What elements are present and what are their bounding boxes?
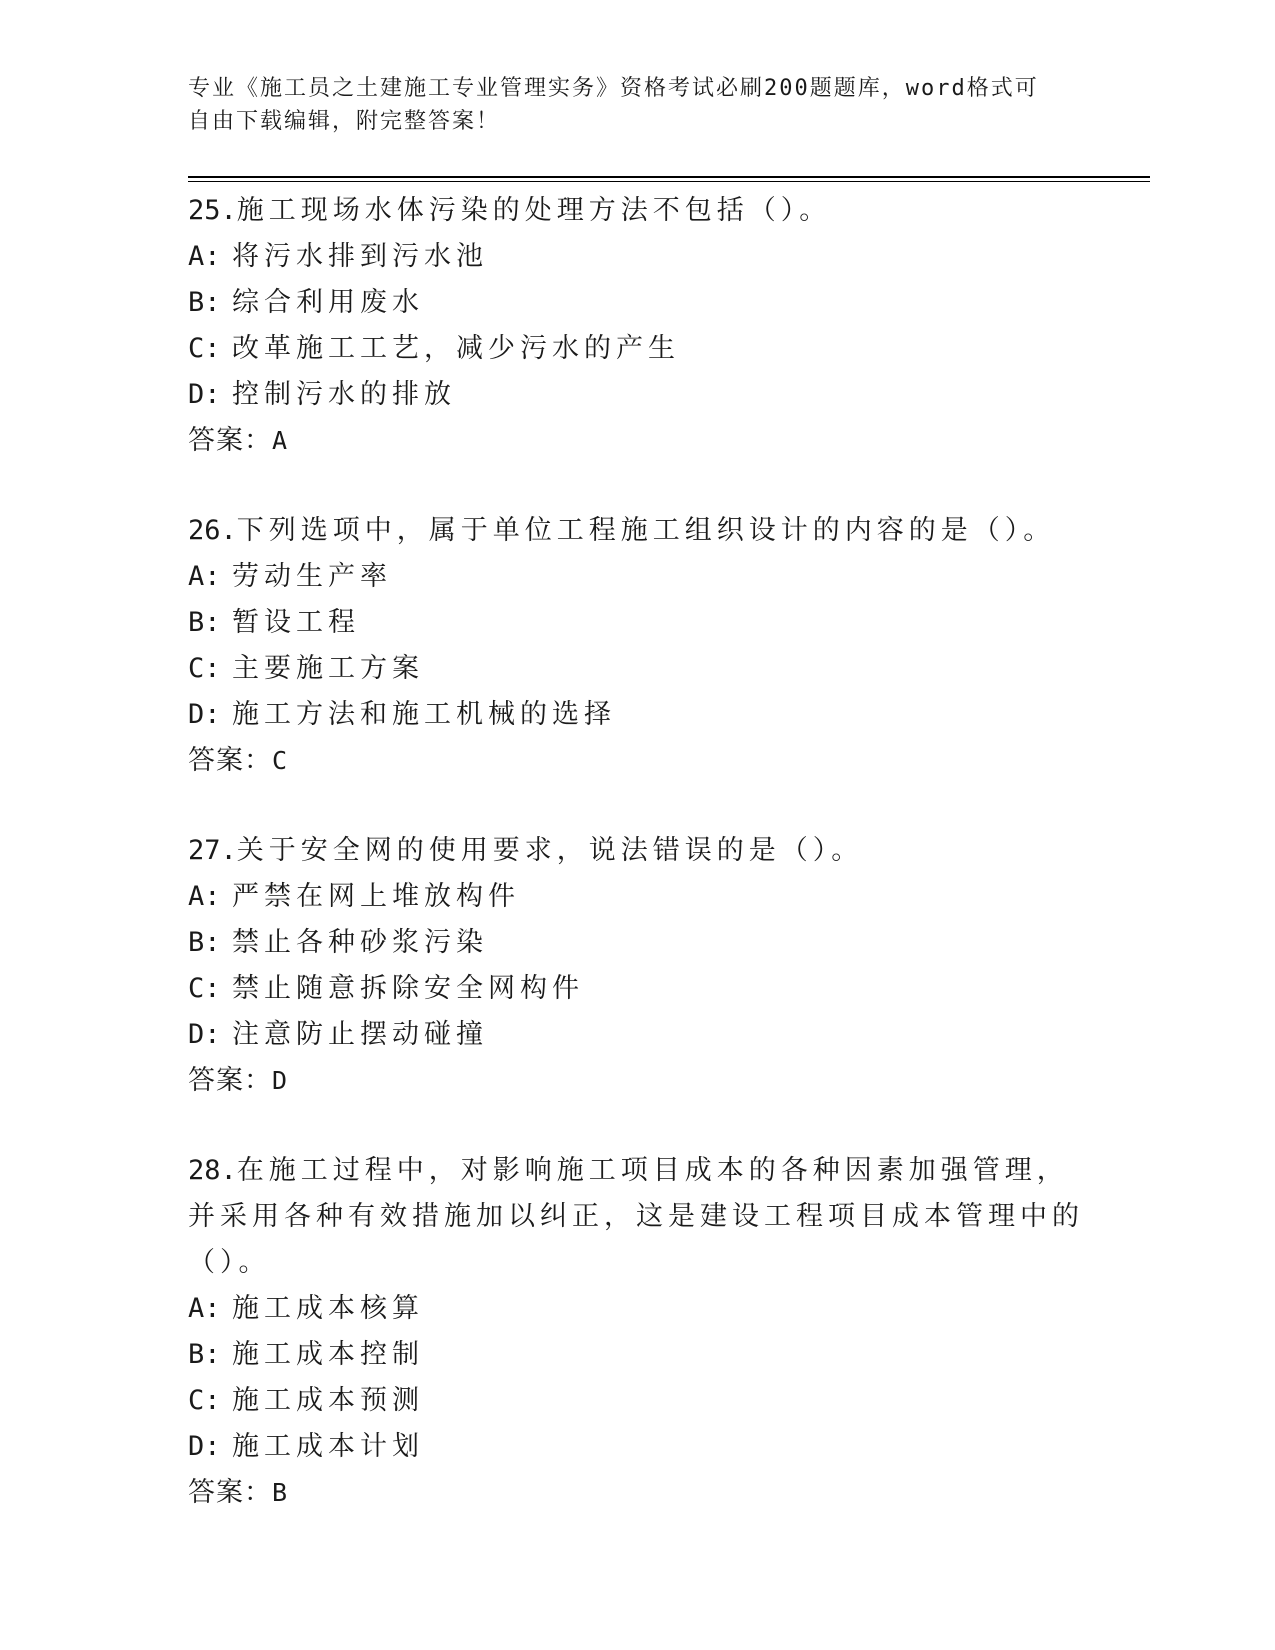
option-d: [188, 1012, 1088, 1058]
answer-value: A: [272, 426, 289, 455]
option-d: [188, 1424, 1088, 1470]
option-a: [188, 234, 1088, 280]
option-letter: A:: [188, 881, 221, 912]
answer-value: D: [272, 1066, 289, 1095]
option-text: 将污水排到污水池: [232, 241, 488, 272]
option-letter: B:: [188, 607, 221, 638]
header-divider-thin: [188, 181, 1150, 182]
option-letter: C:: [188, 333, 221, 364]
question-27: [188, 828, 1088, 1104]
question-number: 26.: [188, 515, 237, 546]
option-a: [188, 554, 1088, 600]
option-letter: C:: [188, 1385, 221, 1416]
option-text: 施工成本核算: [232, 1293, 424, 1324]
answer-label: 答案：: [188, 425, 272, 456]
option-text: 主要施工方案: [232, 653, 424, 684]
option-text: 劳动生产率: [232, 561, 392, 592]
answer-line: [188, 738, 1088, 784]
option-letter: A:: [188, 241, 221, 272]
question-text: 关于安全网的使用要求，说法错误的是（）。: [236, 835, 864, 866]
option-b: [188, 280, 1088, 326]
answer-label: 答案：: [188, 745, 272, 776]
option-text: 施工成本控制: [232, 1339, 424, 1370]
answer-label: 答案：: [188, 1065, 272, 1096]
option-letter: D:: [188, 379, 221, 410]
question-stem: [188, 828, 1088, 874]
option-text: 改革施工工艺，减少污水的产生: [232, 333, 680, 364]
option-text: 禁止各种砂浆污染: [232, 927, 488, 958]
option-text: 注意防止摆动碰撞: [232, 1019, 488, 1050]
answer-value: B: [272, 1478, 289, 1507]
question-28: [188, 1148, 1088, 1516]
option-c: [188, 326, 1088, 372]
option-text: 控制污水的排放: [232, 379, 456, 410]
option-letter: B:: [188, 1339, 221, 1370]
option-text: 暂设工程: [232, 607, 360, 638]
question-list: [188, 188, 1088, 1560]
option-text: 严禁在网上堆放构件: [232, 881, 520, 912]
option-b: [188, 920, 1088, 966]
header-divider-thick: [188, 176, 1150, 178]
header-line-2: 自由下载编辑，附完整答案！: [188, 109, 501, 134]
option-letter: D:: [188, 1019, 221, 1050]
option-letter: B:: [188, 287, 221, 318]
option-letter: C:: [188, 973, 221, 1004]
question-stem: [188, 188, 1088, 234]
option-b: [188, 1332, 1088, 1378]
question-number: 27.: [188, 835, 237, 866]
option-letter: A:: [188, 1293, 221, 1324]
option-letter: D:: [188, 699, 221, 730]
option-letter: A:: [188, 561, 221, 592]
option-text: 综合利用废水: [232, 287, 424, 318]
option-text: 施工成本计划: [232, 1431, 424, 1462]
option-letter: C:: [188, 653, 221, 684]
answer-line: [188, 1470, 1088, 1516]
document-header: [188, 72, 1068, 138]
answer-label: 答案：: [188, 1477, 272, 1508]
option-letter: B:: [188, 927, 221, 958]
option-letter: D:: [188, 1431, 221, 1462]
question-25: [188, 188, 1088, 464]
option-text: 施工成本预测: [232, 1385, 424, 1416]
option-text: 施工方法和施工机械的选择: [232, 699, 616, 730]
question-text: 在施工过程中，对影响施工项目成本的各种因素加强管理，并采用各种有效措施加以纠正，这是建设工程项目成本管理中的（）。: [188, 1155, 1084, 1278]
header-line-1: 专业《施工员之土建施工专业管理实务》资格考试必刷200题题库，word格式可: [188, 76, 1039, 101]
question-stem: [188, 1148, 1088, 1286]
question-number: 25.: [188, 195, 237, 226]
question-stem: [188, 508, 1088, 554]
option-a: [188, 874, 1088, 920]
question-text: 下列选项中，属于单位工程施工组织设计的内容的是（）。: [236, 515, 1056, 546]
option-c: [188, 646, 1088, 692]
option-b: [188, 600, 1088, 646]
answer-line: [188, 418, 1088, 464]
option-c: [188, 966, 1088, 1012]
option-text: 禁止随意拆除安全网构件: [232, 973, 584, 1004]
option-d: [188, 372, 1088, 418]
option-c: [188, 1378, 1088, 1424]
answer-value: C: [272, 746, 289, 775]
question-26: [188, 508, 1088, 784]
answer-line: [188, 1058, 1088, 1104]
question-text: 施工现场水体污染的处理方法不包括（）。: [236, 195, 832, 226]
question-number: 28.: [188, 1155, 237, 1186]
option-d: [188, 692, 1088, 738]
option-a: [188, 1286, 1088, 1332]
